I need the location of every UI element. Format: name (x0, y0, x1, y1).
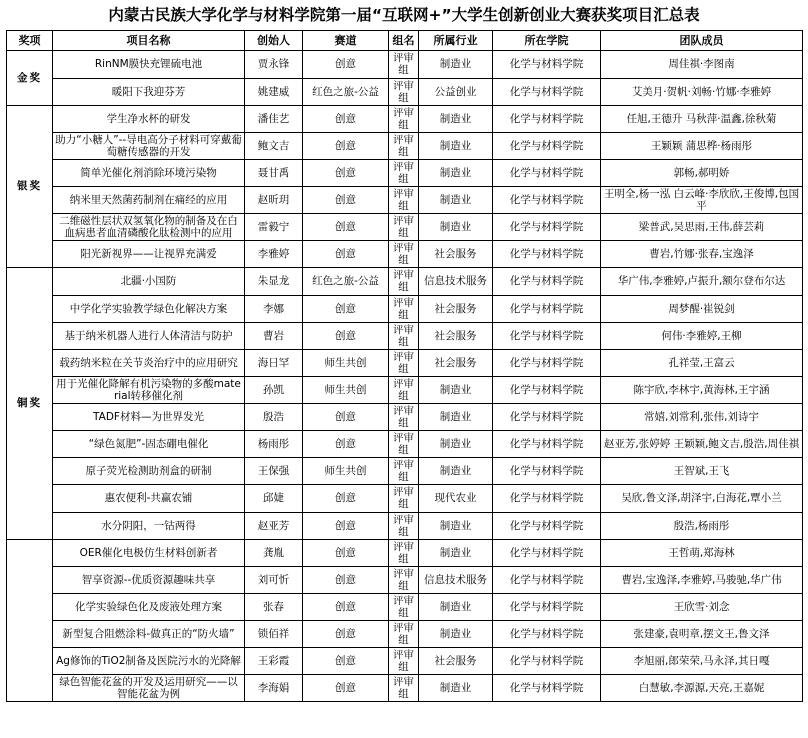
founder-cell: 姚建威 (245, 78, 303, 105)
industry-cell: 制造业 (419, 214, 493, 241)
founder-cell: 锁佰祥 (245, 621, 303, 648)
table-body (7, 51, 803, 702)
table-row (7, 322, 803, 349)
industry-cell: 社会服务 (419, 349, 493, 376)
group-name-cell: 评审组 (389, 159, 419, 186)
industry-cell: 信息技术服务 (419, 566, 493, 593)
industry-cell: 制造业 (419, 105, 493, 132)
track-cell: 创意 (303, 105, 389, 132)
college-cell: 化学与材料学院 (493, 593, 601, 620)
group-name-cell: 评审组 (389, 241, 419, 268)
project-name-cell: 基于纳米机器人进行人体清洁与防护 (53, 322, 245, 349)
group-name-cell: 评审组 (389, 431, 419, 458)
college-cell: 化学与材料学院 (493, 539, 601, 566)
project-name-cell: 阳光新视界——让视界充满爱 (53, 241, 245, 268)
project-name-cell: 学生净水杯的研发 (53, 105, 245, 132)
industry-cell: 信息技术服务 (419, 268, 493, 295)
college-cell: 化学与材料学院 (493, 241, 601, 268)
table-row (7, 675, 803, 702)
college-cell: 化学与材料学院 (493, 349, 601, 376)
team-members-cell: 周梦醒·崔锐剑 (601, 295, 803, 322)
project-name-cell: 载药纳米粒在关节炎治疗中的应用研究 (53, 349, 245, 376)
group-name-cell: 评审组 (389, 187, 419, 214)
industry-cell: 社会服务 (419, 241, 493, 268)
table-row (7, 349, 803, 376)
track-cell: 创意 (303, 675, 389, 702)
college-cell: 化学与材料学院 (493, 322, 601, 349)
founder-cell: 龚胤 (245, 539, 303, 566)
project-name-cell: 中学化学实验教学绿色化解决方案 (53, 295, 245, 322)
group-name-cell: 评审组 (389, 621, 419, 648)
track-cell: 创意 (303, 404, 389, 431)
college-cell: 化学与材料学院 (493, 295, 601, 322)
team-members-cell: 华广伟,李雅婷,卢振升,额尔登布尔达 (601, 268, 803, 295)
column-header-founder: 创始人 (245, 31, 303, 51)
project-name-cell: 绿色智能花盆的开发及运用研究——以智能花盆为例 (53, 675, 245, 702)
college-cell: 化学与材料学院 (493, 376, 601, 403)
project-name-cell: 北疆·小国防 (53, 268, 245, 295)
team-members-cell: 白慧敏,李源源,天亮,王嘉妮 (601, 675, 803, 702)
table-row (7, 105, 803, 132)
team-members-cell: 赵亚芳,张婷婷 王颖颖,鲍文吉,殷浩,周佳祺 (601, 431, 803, 458)
project-name-cell: TADF材料—为世界发光 (53, 404, 245, 431)
track-cell: 师生共创 (303, 458, 389, 485)
group-name-cell: 评审组 (389, 512, 419, 539)
founder-cell: 邱婕 (245, 485, 303, 512)
founder-cell: 海日罕 (245, 349, 303, 376)
team-members-cell: 梁普武,吴思雨,王伟,薛芸莉 (601, 214, 803, 241)
project-name-cell: RinNM膜快充锂硫电池 (53, 51, 245, 78)
team-members-cell: 曹岩,竹娜·张春,宝逸泽 (601, 241, 803, 268)
track-cell: 师生共创 (303, 376, 389, 403)
college-cell: 化学与材料学院 (493, 512, 601, 539)
table-row (7, 404, 803, 431)
college-cell: 化学与材料学院 (493, 621, 601, 648)
table-header-row (7, 31, 803, 51)
table-row (7, 485, 803, 512)
table-row (7, 566, 803, 593)
table-row (7, 431, 803, 458)
track-cell: 创意 (303, 132, 389, 159)
column-header-group: 组名 (389, 31, 419, 51)
founder-cell: 王保强 (245, 458, 303, 485)
track-cell: 创意 (303, 512, 389, 539)
industry-cell: 制造业 (419, 512, 493, 539)
column-header-industry: 所属行业 (419, 31, 493, 51)
team-members-cell: 任旭,王德升 马秋萍·温鑫,徐秋菊 (601, 105, 803, 132)
college-cell: 化学与材料学院 (493, 675, 601, 702)
founder-cell: 李海娟 (245, 675, 303, 702)
group-name-cell: 评审组 (389, 132, 419, 159)
table-row (7, 376, 803, 403)
founder-cell: 雷毅宁 (245, 214, 303, 241)
table-row (7, 51, 803, 78)
team-members-cell: 李旭丽,郎荣荣,马永泽,其日嘎 (601, 648, 803, 675)
college-cell: 化学与材料学院 (493, 648, 601, 675)
track-cell: 创意 (303, 566, 389, 593)
team-members-cell: 周佳祺·李图南 (601, 51, 803, 78)
group-name-cell: 评审组 (389, 376, 419, 403)
group-name-cell: 评审组 (389, 268, 419, 295)
awards-table (6, 30, 803, 702)
college-cell: 化学与材料学院 (493, 214, 601, 241)
team-members-cell: 何伟·李雅婷,王柳 (601, 322, 803, 349)
industry-cell: 制造业 (419, 675, 493, 702)
group-name-cell: 评审组 (389, 593, 419, 620)
team-members-cell: 艾美月·贺帆·刘畅·竹娜·李雅婷 (601, 78, 803, 105)
founder-cell: 杨雨彤 (245, 431, 303, 458)
college-cell: 化学与材料学院 (493, 105, 601, 132)
founder-cell: 李雅婷 (245, 241, 303, 268)
industry-cell: 制造业 (419, 593, 493, 620)
team-members-cell: 孔祥莹,王富云 (601, 349, 803, 376)
table-row (7, 241, 803, 268)
industry-cell: 公益创业 (419, 78, 493, 105)
industry-cell: 制造业 (419, 539, 493, 566)
award-category-cell: 铜奖 (7, 268, 53, 539)
track-cell: 创意 (303, 648, 389, 675)
project-name-cell: 二维磁性层状双氢氧化物的制备及在白血病患者血清磷酸化肽检测中的应用 (53, 214, 245, 241)
table-row (7, 458, 803, 485)
group-name-cell: 评审组 (389, 349, 419, 376)
founder-cell: 潘佳艺 (245, 105, 303, 132)
group-name-cell: 评审组 (389, 322, 419, 349)
table-row (7, 159, 803, 186)
track-cell: 创意 (303, 295, 389, 322)
page-title: 内蒙古民族大学化学与材料学院第一届“互联网+”大学生创新创业大赛获奖项目汇总表 (108, 6, 700, 24)
group-name-cell: 评审组 (389, 105, 419, 132)
founder-cell: 王彩霞 (245, 648, 303, 675)
college-cell: 化学与材料学院 (493, 159, 601, 186)
column-header-track: 赛道 (303, 31, 389, 51)
track-cell: 红色之旅-公益 (303, 78, 389, 105)
founder-cell: 李娜 (245, 295, 303, 322)
column-header-project: 项目名称 (53, 31, 245, 51)
founder-cell: 赵昕玥 (245, 187, 303, 214)
track-cell: 创意 (303, 593, 389, 620)
track-cell: 创意 (303, 51, 389, 78)
founder-cell: 朱显龙 (245, 268, 303, 295)
group-name-cell: 评审组 (389, 51, 419, 78)
industry-cell: 制造业 (419, 159, 493, 186)
table-row (7, 268, 803, 295)
industry-cell: 制造业 (419, 187, 493, 214)
track-cell: 创意 (303, 539, 389, 566)
project-name-cell: Ag修饰的TiO2制备及医院污水的光降解 (53, 648, 245, 675)
table-row (7, 187, 803, 214)
team-members-cell: 曹岩,宝逸泽,李雅婷,马骏驰,华广伟 (601, 566, 803, 593)
college-cell: 化学与材料学院 (493, 268, 601, 295)
project-name-cell: 原子荧光检测助剂盒的研制 (53, 458, 245, 485)
column-header-award: 奖项 (7, 31, 53, 51)
team-members-cell: 王哲萌,郑海林 (601, 539, 803, 566)
founder-cell: 鲍文吉 (245, 132, 303, 159)
group-name-cell: 评审组 (389, 458, 419, 485)
industry-cell: 制造业 (419, 132, 493, 159)
industry-cell: 制造业 (419, 404, 493, 431)
group-name-cell: 评审组 (389, 295, 419, 322)
group-name-cell: 评审组 (389, 648, 419, 675)
founder-cell: 殷浩 (245, 404, 303, 431)
team-members-cell: 陈宇欣,李林宇,黄海林,王宇涵 (601, 376, 803, 403)
project-name-cell: 助力“小糖人”--导电高分子材料可穿戴葡萄糖传感器的开发 (53, 132, 245, 159)
team-members-cell: 郭畅,郝明娇 (601, 159, 803, 186)
table-row (7, 648, 803, 675)
award-category-cell (7, 539, 53, 702)
group-name-cell: 评审组 (389, 78, 419, 105)
industry-cell: 制造业 (419, 458, 493, 485)
project-name-cell: 暖阳下我迎芬芳 (53, 78, 245, 105)
industry-cell: 制造业 (419, 51, 493, 78)
column-header-college: 所在学院 (493, 31, 601, 51)
college-cell: 化学与材料学院 (493, 431, 601, 458)
college-cell: 化学与材料学院 (493, 458, 601, 485)
project-name-cell: OER催化电极仿生材料创新者 (53, 539, 245, 566)
founder-cell: 贾永锋 (245, 51, 303, 78)
table-row (7, 512, 803, 539)
table-row (7, 295, 803, 322)
track-cell: 创意 (303, 431, 389, 458)
team-members-cell: 王明全,杨一泓 白云峰·李欣欣,王俊博,包国平 (601, 187, 803, 214)
table-row (7, 539, 803, 566)
industry-cell: 现代农业 (419, 485, 493, 512)
team-members-cell: 张建豪,袁明章,摆文王,鲁文泽 (601, 621, 803, 648)
group-name-cell: 评审组 (389, 539, 419, 566)
industry-cell: 制造业 (419, 621, 493, 648)
team-members-cell: 吴欣,鲁文泽,胡泽宇,白海花,覃小兰 (601, 485, 803, 512)
track-cell: 创意 (303, 159, 389, 186)
award-category-cell: 金奖 (7, 51, 53, 105)
group-name-cell: 评审组 (389, 214, 419, 241)
table-header (7, 31, 803, 51)
founder-cell: 张春 (245, 593, 303, 620)
group-name-cell: 评审组 (389, 566, 419, 593)
award-category-cell: 银奖 (7, 105, 53, 268)
table-row (7, 214, 803, 241)
college-cell: 化学与材料学院 (493, 78, 601, 105)
industry-cell: 制造业 (419, 376, 493, 403)
founder-cell: 赵亚芳 (245, 512, 303, 539)
project-name-cell: 化学实验绿色化及废液处理方案 (53, 593, 245, 620)
founder-cell: 曹岩 (245, 322, 303, 349)
industry-cell: 制造业 (419, 431, 493, 458)
team-members-cell: 殷浩,杨雨彤 (601, 512, 803, 539)
college-cell: 化学与材料学院 (493, 404, 601, 431)
group-name-cell: 评审组 (389, 485, 419, 512)
project-name-cell: “绿色氮肥”-固态硼电催化 (53, 431, 245, 458)
industry-cell: 社会服务 (419, 648, 493, 675)
team-members-cell: 常嬉,刘常利,张伟,刘诗宇 (601, 404, 803, 431)
founder-cell: 聂甘禹 (245, 159, 303, 186)
founder-cell: 孙凯 (245, 376, 303, 403)
industry-cell: 社会服务 (419, 322, 493, 349)
college-cell: 化学与材料学院 (493, 187, 601, 214)
project-name-cell: 纳米里天然菌药制剂在痛经的应用 (53, 187, 245, 214)
project-name-cell: 新型复合阻燃涂料-做真正的“防火墙” (53, 621, 245, 648)
track-cell: 创意 (303, 322, 389, 349)
table-row (7, 132, 803, 159)
track-cell: 创意 (303, 485, 389, 512)
column-header-members: 团队成员 (601, 31, 803, 51)
project-name-cell: 用于光催化降解有机污染物的多酸material转移催化剂 (53, 376, 245, 403)
group-name-cell: 评审组 (389, 675, 419, 702)
team-members-cell: 王欣雪·刘念 (601, 593, 803, 620)
college-cell: 化学与材料学院 (493, 485, 601, 512)
industry-cell: 社会服务 (419, 295, 493, 322)
project-name-cell: 惠农便利-共赢农铺 (53, 485, 245, 512)
table-row (7, 78, 803, 105)
college-cell: 化学与材料学院 (493, 566, 601, 593)
college-cell: 化学与材料学院 (493, 51, 601, 78)
college-cell: 化学与材料学院 (493, 132, 601, 159)
team-members-cell: 王颖颖 蒲思桦·杨雨彤 (601, 132, 803, 159)
table-row (7, 621, 803, 648)
track-cell: 创意 (303, 214, 389, 241)
project-name-cell: 智享资源--优质资源趣味共享 (53, 566, 245, 593)
table-row (7, 593, 803, 620)
team-members-cell: 王智斌,王飞 (601, 458, 803, 485)
project-name-cell: 水分阴阳，一钴两得 (53, 512, 245, 539)
project-name-cell: 简单光催化剂消除环境污染物 (53, 159, 245, 186)
track-cell: 创意 (303, 187, 389, 214)
track-cell: 红色之旅-公益 (303, 268, 389, 295)
track-cell: 创意 (303, 241, 389, 268)
founder-cell: 刘可忻 (245, 566, 303, 593)
track-cell: 师生共创 (303, 349, 389, 376)
group-name-cell: 评审组 (389, 404, 419, 431)
track-cell: 创意 (303, 621, 389, 648)
